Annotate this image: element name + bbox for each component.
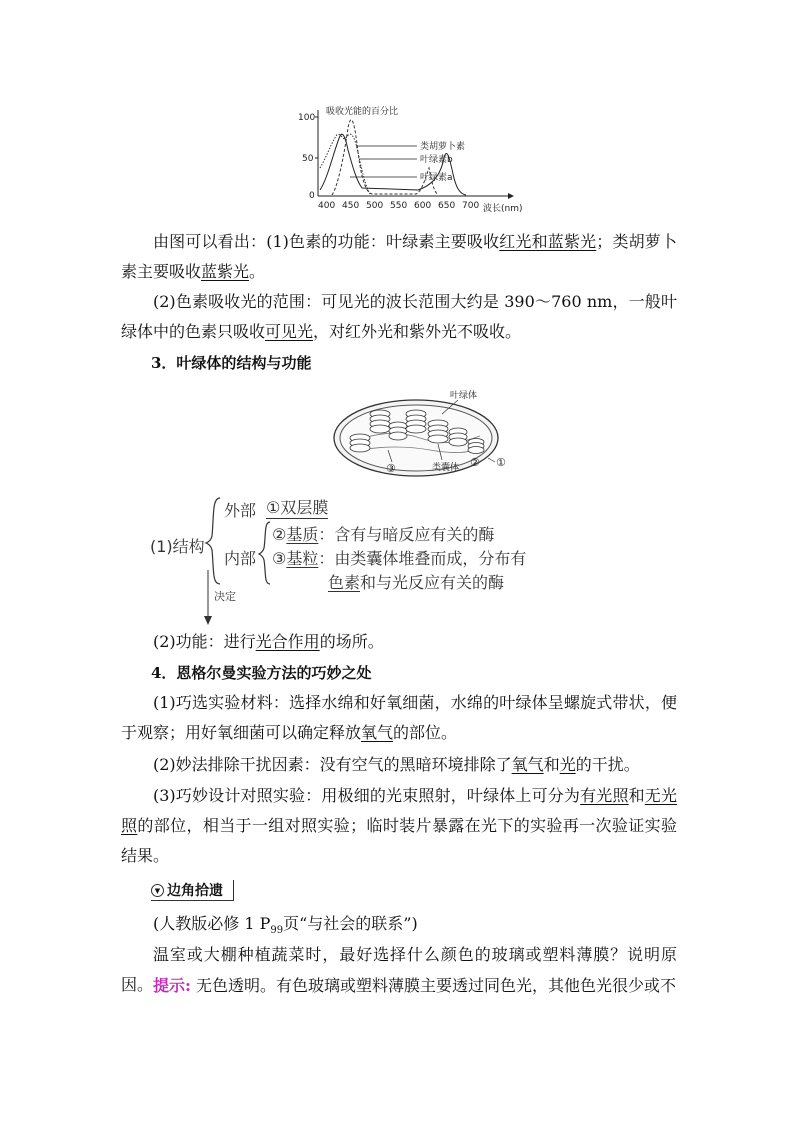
text: 由图可以看出：(1)色素的功能：叶绿素主要吸收 bbox=[153, 232, 500, 251]
text: (1)巧选实验材料：选择水绵和好氧细菌，水绵的叶绿体呈螺旋式带状，便于观察；用好氧细菌可以确定释放 bbox=[121, 693, 677, 742]
x-tick-label: 700 bbox=[462, 201, 480, 211]
paragraph-function bbox=[121, 627, 677, 657]
thylakoid-label: 类囊体 bbox=[432, 463, 460, 473]
corner-box bbox=[151, 880, 234, 901]
hint-label: 提示: bbox=[153, 976, 191, 995]
x-axis-arrow bbox=[508, 193, 514, 199]
paragraph-pigment-function bbox=[121, 227, 677, 287]
chevron-down-icon: ▼ bbox=[151, 884, 164, 897]
marker-3: ③ bbox=[386, 462, 396, 475]
x-tick-label: 400 bbox=[318, 201, 336, 211]
legend-chlorophyll-b: 叶绿素b bbox=[420, 155, 453, 165]
outer-part-value: ①双层膜 bbox=[266, 498, 329, 517]
inner-part-label: 内部 bbox=[224, 549, 257, 568]
decide-arrow bbox=[202, 570, 214, 626]
paragraph-interference bbox=[121, 750, 677, 780]
marker-2: ② bbox=[470, 456, 480, 469]
text: (2)妙法排除干扰因素：没有空气的黑暗环境排除了 bbox=[153, 755, 512, 774]
underlined-answer: 基粒 bbox=[286, 549, 319, 568]
text: (3)巧妙设计对照实验：用极细的光束照射，叶绿体上可分为 bbox=[153, 786, 581, 805]
underlined-answer: 基质 bbox=[286, 525, 319, 544]
text: ：含有与暗反应有关的酶 bbox=[318, 525, 495, 544]
legend-carotenoid: 类胡萝卜素 bbox=[420, 142, 466, 152]
text: ：由类囊体堆叠而成，分布有 bbox=[318, 549, 527, 568]
corner-title: 边角拾遗 bbox=[167, 883, 223, 899]
x-tick-label: 450 bbox=[342, 201, 360, 211]
carotenoid-curve bbox=[320, 134, 370, 194]
underlined-answer: 色素 bbox=[328, 573, 361, 592]
underlined-answer: 氧气 bbox=[361, 723, 394, 742]
hint bbox=[121, 971, 677, 1001]
text: 的部位。 bbox=[393, 723, 458, 742]
x-axis-label: 波长(nm) bbox=[483, 204, 523, 214]
text: (人教版必修 1 P bbox=[153, 914, 271, 933]
label-pointer bbox=[488, 458, 495, 462]
paragraph-absorption-range bbox=[121, 287, 677, 347]
marker-1: ① bbox=[496, 456, 506, 469]
structure-title: (1)结构 bbox=[150, 537, 205, 556]
text: (2)色素吸收光的范围：可见光的波长范围大约是 390～760 nm，一般叶绿体中的色素只吸收 bbox=[121, 292, 677, 341]
y-tick-label-50: 50 bbox=[302, 154, 314, 164]
decide-label: 决定 bbox=[214, 590, 236, 603]
chloroplast-label: 叶绿体 bbox=[450, 391, 478, 401]
text: ；类胡萝卜素主要吸收 bbox=[121, 232, 677, 281]
text: 和 bbox=[628, 786, 645, 805]
text: 的部位，相当于一组对照实验；临时装片暴露在光下的实验再一次验证实验结果。 bbox=[121, 816, 677, 865]
underlined-answer: 氧气 bbox=[511, 755, 544, 774]
text: 和与光反应有关的酶 bbox=[360, 573, 505, 592]
x-tick-label: 500 bbox=[366, 201, 384, 211]
chloroplast-diagram bbox=[330, 388, 520, 480]
text: 的场所。 bbox=[319, 632, 384, 651]
text: ，对红外光和紫外光不吸收。 bbox=[313, 322, 522, 341]
text: (2)功能：进行 bbox=[153, 632, 256, 651]
question: 温室或大棚种植蔬菜时，最好选择什么颜色的玻璃或塑料薄膜？说明原因。 bbox=[121, 945, 677, 994]
text: 页“与社会的联系”) bbox=[283, 914, 418, 933]
text: 和 bbox=[543, 755, 560, 774]
section-heading-4: 4．恩格尔曼实验方法的巧妙之处 bbox=[151, 664, 372, 682]
page-subscript: 99 bbox=[270, 925, 284, 937]
inner-brace bbox=[258, 520, 272, 586]
underlined-answer: 有光照 bbox=[580, 786, 629, 805]
grana-line-2 bbox=[328, 570, 504, 593]
underlined-answer: 无光照 bbox=[121, 786, 677, 835]
underlined-answer: 蓝紫光 bbox=[201, 262, 250, 281]
text: 的干扰。 bbox=[575, 755, 640, 774]
x-tick-label: 600 bbox=[414, 201, 432, 211]
underlined-answer: 光 bbox=[559, 755, 576, 774]
stroma-line bbox=[272, 522, 494, 545]
hint-text: 无色透明。有色玻璃或塑料薄膜主要透过同色光，其他色光很少或不 bbox=[190, 976, 677, 995]
underlined-answer: 可见光 bbox=[265, 322, 314, 341]
paragraph-material bbox=[121, 688, 677, 748]
x-tick-label: 550 bbox=[390, 201, 408, 211]
paragraph-control bbox=[121, 781, 677, 871]
legend-chlorophyll-a: 叶绿素a bbox=[420, 173, 453, 183]
marker-3: ③ bbox=[272, 549, 287, 568]
x-tick-label: 650 bbox=[438, 201, 456, 211]
grana-line bbox=[272, 546, 526, 569]
absorption-spectrum-chart bbox=[290, 98, 540, 218]
y-axis-label: 吸收光能的百分比 bbox=[326, 107, 399, 117]
text: 。 bbox=[249, 262, 266, 281]
y-tick-label-100: 100 bbox=[298, 113, 316, 123]
section-heading-3: 3．叶绿体的结构与功能 bbox=[151, 354, 312, 372]
structure-diagram bbox=[150, 490, 570, 630]
outer-part-label: 外部 bbox=[224, 501, 257, 520]
y-tick-label-0: 0 bbox=[309, 191, 315, 201]
underlined-answer: 红光和蓝紫光 bbox=[499, 232, 597, 251]
underlined-answer: 光合作用 bbox=[255, 632, 320, 651]
marker-2: ② bbox=[272, 525, 287, 544]
